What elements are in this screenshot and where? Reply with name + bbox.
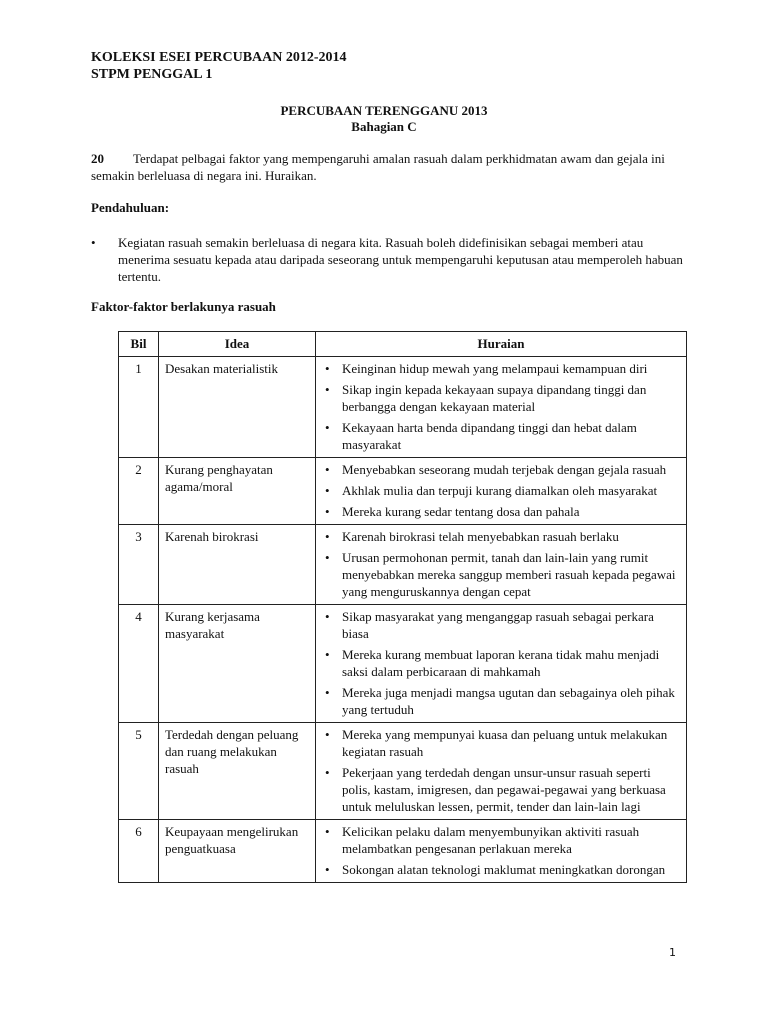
collection-title: KOLEKSI ESEI PERCUBAAN 2012-2014 — [91, 50, 347, 65]
row-idea: Keupayaan mengelirukan penguatkuasa — [159, 820, 316, 883]
section-subtitle: Bahagian C — [351, 119, 417, 134]
row-number: 3 — [119, 525, 159, 605]
row-number: 5 — [119, 723, 159, 820]
table-row — [119, 605, 687, 723]
row-number: 2 — [119, 458, 159, 525]
intro-heading: Pendahuluan: — [91, 200, 170, 215]
intro-bullet — [91, 234, 691, 285]
list-item: • Mereka yang mempunyai kuasa dan peluang untuk melakukan kegiatan rasuah — [322, 726, 680, 760]
row-idea: Kurang kerjasama masyarakat — [159, 605, 316, 723]
table-header-row — [119, 332, 687, 357]
list-item: • Akhlak mulia dan terpuji kurang diamalkan oleh masyarakat — [322, 482, 680, 499]
page-number: 1 — [669, 946, 676, 959]
list-item: • Menyebabkan seseorang mudah terjebak dengan gejala rasuah — [322, 461, 680, 478]
row-description — [316, 458, 687, 525]
list-item: • Sokongan alatan teknologi maklumat meningkatkan dorongan — [322, 861, 680, 878]
row-description — [316, 820, 687, 883]
list-item: • Kelicikan pelaku dalam menyembunyikan aktiviti rasuah melambatkan pengesanan perlakuan mereka — [322, 823, 680, 857]
table-row — [119, 723, 687, 820]
row-idea: Desakan materialistik — [159, 357, 316, 458]
row-idea: Terdedah dengan peluang dan ruang melakukan rasuah — [159, 723, 316, 820]
row-idea: Karenah birokrasi — [159, 525, 316, 605]
column-header-idea: Idea — [159, 332, 316, 357]
section-title: PERCUBAAN TERENGGANU 2013 — [280, 103, 488, 118]
table-row — [119, 525, 687, 605]
list-item: • Urusan permohonan permit, tanah dan lain-lain yang rumit menyebabkan mereka sanggup memberi rasuah kepada pegawai yang menguruskannya dengan cepat — [322, 549, 680, 600]
list-item: • Kekayaan harta benda dipandang tinggi dan hebat dalam masyarakat — [322, 419, 680, 453]
factors-table — [118, 331, 687, 883]
row-description — [316, 605, 687, 723]
list-item: • Karenah birokrasi telah menyebabkan rasuah berlaku — [322, 528, 680, 545]
list-item: • Pekerjaan yang terdedah dengan unsur-unsur rasuah seperti polis, kastam, imigresen, dan pegawai-pegawai yang berkuasa untuk meluluskan lessen, permit, tender dan lain-lain lagi — [322, 764, 680, 815]
exam-level: STPM PENGGAL 1 — [91, 67, 213, 82]
list-item: • Sikap masyarakat yang menganggap rasuah sebagai perkara biasa — [322, 608, 680, 642]
question-text: Terdapat pelbagai faktor yang mempengaruhi amalan rasuah dalam perkhidmatan awam dan gejala ini semakin berleluasa di negara ini. Huraikan. — [91, 151, 665, 183]
list-item: • Mereka kurang sedar tentang dosa dan pahala — [322, 503, 680, 520]
row-description — [316, 525, 687, 605]
table-row — [119, 820, 687, 883]
row-description — [316, 723, 687, 820]
table-row — [119, 458, 687, 525]
factors-heading: Faktor-faktor berlakunya rasuah — [91, 299, 276, 314]
row-idea: Kurang penghayatan agama/moral — [159, 458, 316, 525]
row-number: 1 — [119, 357, 159, 458]
table-row — [119, 357, 687, 458]
column-header-huraian: Huraian — [316, 332, 687, 357]
row-number: 4 — [119, 605, 159, 723]
list-item: • Mereka kurang membuat laporan kerana tidak mahu menjadi saksi dalam perbicaraan di mahkamah — [322, 646, 680, 680]
list-item: • Mereka juga menjadi mangsa ugutan dan sebagainya oleh pihak yang tertuduh — [322, 684, 680, 718]
row-description — [316, 357, 687, 458]
question-number: 20 — [91, 151, 104, 166]
bullet-icon: • — [91, 235, 96, 250]
intro-bullet-text: Kegiatan rasuah semakin berleluasa di negara kita. Rasuah boleh didefinisikan sebagai memberi atau menerima sesuatu kepada atau daripada seseorang untuk mempengaruhi keputusan atau memperoleh habuan tertentu. — [118, 235, 683, 284]
list-item: • Sikap ingin kepada kekayaan supaya dipandang tinggi dan berbangga dengan kekayaan material — [322, 381, 680, 415]
column-header-bil: Bil — [119, 332, 159, 357]
row-number: 6 — [119, 820, 159, 883]
list-item: • Keinginan hidup mewah yang melampaui kemampuan diri — [322, 360, 680, 377]
